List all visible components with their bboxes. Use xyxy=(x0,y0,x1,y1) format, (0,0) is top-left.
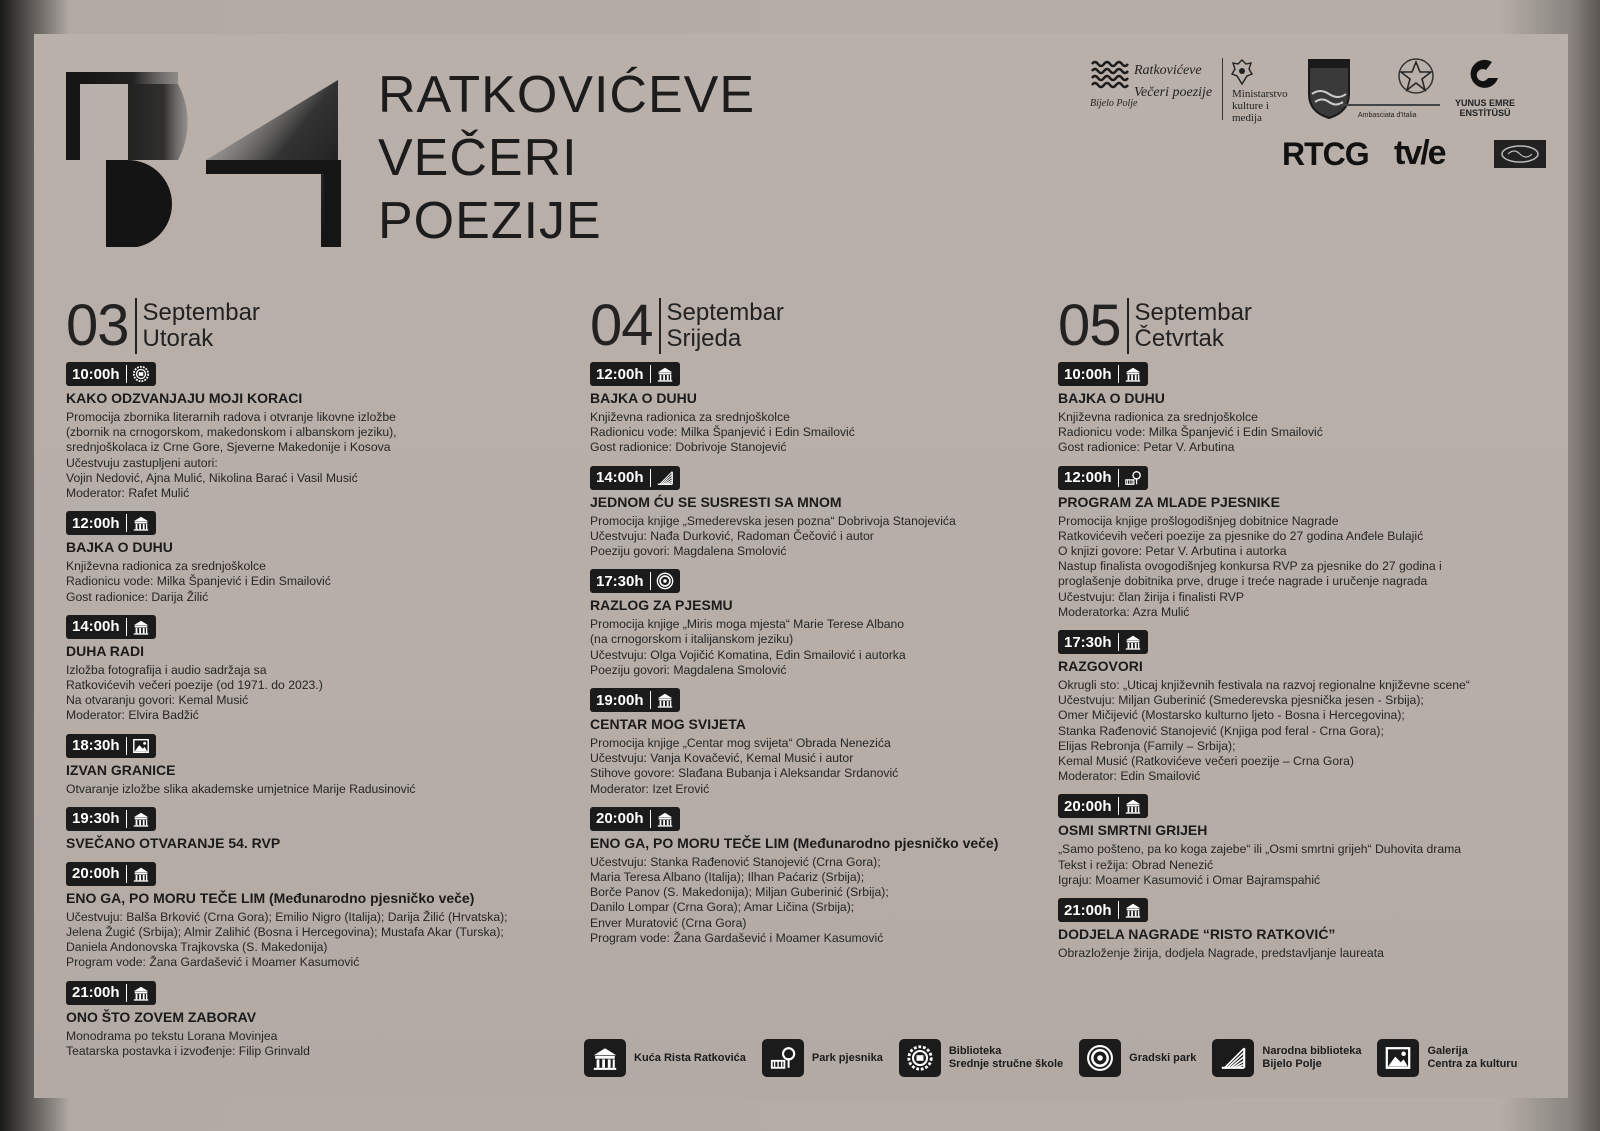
legend-item xyxy=(1377,1039,1517,1077)
tag-divider xyxy=(126,984,127,1002)
legend-label-line: Narodna biblioteka xyxy=(1262,1045,1362,1057)
event-description-line: Učestvuju: Stanka Rađenović Stanojević (Crna Gora); xyxy=(590,854,881,869)
event-time-tag xyxy=(66,807,156,831)
event-title: DODJELA NAGRADE “RISTO RATKOVIĆ” xyxy=(1058,926,1336,943)
event-description-line: Na otvaranju govori: Kemal Musić xyxy=(66,693,249,708)
legend-label-line: Centra za kulturu xyxy=(1427,1058,1518,1070)
event-description-line: Otvaranje izložbe slika akademske umjetnice Marije Radusinović xyxy=(66,781,416,796)
event-description xyxy=(1058,514,1548,620)
event-title: RAZGOVORI xyxy=(1058,658,1143,675)
event-description-line: Učestvuju: Nađa Durković, Radoman Čečović i autor xyxy=(590,528,874,543)
event-description xyxy=(66,782,536,797)
day-column-03 xyxy=(66,293,536,1069)
day-number: 05 xyxy=(1058,293,1121,358)
event-time: 17:30h xyxy=(1064,633,1112,651)
house-icon xyxy=(132,514,150,532)
tag-divider xyxy=(1118,901,1119,919)
event xyxy=(66,511,536,605)
event-description-line: Promocija knjige „Miris moga mjesta“ Marie Terese Albano xyxy=(590,617,905,632)
tag-divider xyxy=(1118,633,1119,651)
event-description xyxy=(1058,678,1548,784)
event-description-line: Danilo Lompar (Crna Gora); Amar Ličina (Srbija); xyxy=(590,900,855,915)
house-icon xyxy=(656,365,674,383)
festival-title xyxy=(378,64,755,253)
event-time: 21:00h xyxy=(72,984,120,1002)
event-time-tag xyxy=(590,362,680,386)
title-line-2: VEČERI xyxy=(378,129,578,187)
event-time: 19:00h xyxy=(596,691,644,709)
event-time-tag xyxy=(66,511,156,535)
house-icon xyxy=(132,618,150,636)
event-time-tag xyxy=(1058,466,1148,490)
rvp-logo-text: Ratkovićeve Večeri poezije xyxy=(1134,63,1213,100)
event xyxy=(1058,794,1548,888)
event-time: 14:00h xyxy=(596,469,644,487)
rvp-logo-icon xyxy=(1090,58,1130,94)
legend-item xyxy=(1212,1039,1361,1077)
event-time: 10:00h xyxy=(1064,365,1112,383)
day-number: 04 xyxy=(590,293,653,358)
event-description-line: Radionicu vode: Milka Španjević i Edin Smailović xyxy=(1058,425,1323,440)
biblioteka-icon xyxy=(132,365,150,383)
ministry-name: Ministarstvo kulture i medija xyxy=(1232,88,1288,124)
day-month: Septembar xyxy=(666,299,784,326)
event-title: RAZLOG ZA PJESMU xyxy=(590,597,733,614)
event-time-tag xyxy=(66,615,156,639)
event-time-tag xyxy=(66,734,156,758)
event-description-line: Radionicu vode: Milka Španjević i Edin Smailović xyxy=(590,425,855,440)
event-time: 21:00h xyxy=(1064,901,1112,919)
event xyxy=(1058,466,1548,620)
day-weekday: Utorak xyxy=(142,325,214,352)
tree-icon xyxy=(1124,469,1142,487)
event-description-line: Učestvuju: Vanja Kovačević, Kemal Musić i autor xyxy=(590,751,854,766)
sponsor-divider xyxy=(1222,58,1223,120)
event-description-line: Učestvuju: Miljan Guberinić (Smederevska pjesnička jesen - Srbija); xyxy=(1058,693,1424,708)
event-time-tag xyxy=(590,569,680,593)
event-description-line: Književna radionica za srednjoškolce xyxy=(1058,410,1258,424)
day-number: 03 xyxy=(66,293,129,358)
event-description-line: Vojin Nedović, Ajna Mulić, Nikolina Barać i Vasil Musić xyxy=(66,470,358,485)
event-time: 14:00h xyxy=(72,618,120,636)
event-description-line: Promocija knjige „Smederevska jesen pozna“ Dobrivoja Stanojevića xyxy=(590,513,956,528)
tag-divider xyxy=(1118,797,1119,815)
event xyxy=(590,362,1030,456)
library-icon xyxy=(1212,1039,1254,1077)
event xyxy=(66,981,536,1059)
event-time-tag xyxy=(590,807,680,831)
event-title: BAJKA O DUHU xyxy=(590,390,697,406)
tag-divider xyxy=(126,810,127,828)
event-title: BAJKA O DUHU xyxy=(1058,390,1165,406)
house-icon xyxy=(132,865,150,883)
event-time: 20:00h xyxy=(1064,797,1112,815)
legend-label-line: Biblioteka xyxy=(948,1045,1002,1057)
event-description-line: Učestvuju zastupljeni autori: xyxy=(66,455,218,470)
day-labels xyxy=(667,300,784,352)
event-time: 12:00h xyxy=(72,514,120,532)
event-description-line: Omer Mičijević (Mostarsko kulturno ljeto - Bosna i Hercegovina); xyxy=(1058,708,1405,723)
house-icon xyxy=(132,984,150,1002)
event-description xyxy=(66,559,536,605)
event-title: BAJKA O DUHU xyxy=(66,539,173,556)
legend-label xyxy=(634,1052,746,1065)
legend-item xyxy=(584,1039,746,1077)
event-time: 12:00h xyxy=(596,365,644,383)
embassy-line xyxy=(1340,104,1440,106)
rvp-city: Bijelo Polje xyxy=(1090,98,1138,109)
event-description-line: Obrazloženje žirija, dodjela Nagrade, predstavljanje laureata xyxy=(1058,946,1384,961)
event xyxy=(66,734,536,797)
title-line-1: RATKOVIĆEVE xyxy=(378,66,756,124)
event-time-tag xyxy=(66,362,156,386)
park-icon xyxy=(656,572,674,590)
legend-label-line: Kuća Rista Ratkovića xyxy=(634,1051,746,1064)
event-time-tag xyxy=(66,981,156,1005)
event xyxy=(66,862,536,971)
event-time: 20:00h xyxy=(596,810,644,828)
event-time-tag xyxy=(66,862,156,886)
yunus-emre-logo-icon xyxy=(1464,56,1504,96)
event-description-line: Okrugli sto: „Uticaj književnih festivala na razvoj regionalne književne scene“ xyxy=(1058,678,1470,693)
legend-item xyxy=(1079,1039,1196,1077)
event-description-line: „Samo pošteno, pa ko koga zajebe“ ili „Osmi smrtni grijeh“ Duhovita drama xyxy=(1058,842,1462,857)
day-header xyxy=(1058,293,1548,358)
event-time: 12:00h xyxy=(1064,469,1112,487)
legend-label-line: Gradski park xyxy=(1129,1051,1197,1064)
legend-label xyxy=(1427,1045,1517,1071)
tag-divider xyxy=(126,737,127,755)
event xyxy=(66,807,536,852)
event-description xyxy=(1058,842,1548,888)
legend-label-line: Bijelo Polje xyxy=(1262,1058,1322,1070)
event-title: JEDNOM ĆU SE SUSRESTI SA MNOM xyxy=(590,493,842,510)
event-description-line: Učestvuju: Olga Vojičić Komatina, Edin Smailović i autorka xyxy=(590,647,906,662)
day-divider xyxy=(659,298,661,354)
event-description xyxy=(66,1029,536,1059)
event-description-line: Učestvuju: Balša Brković (Crna Gora); Emilio Nigro (Italija); Darija Žilić (Hrvatska); xyxy=(66,909,508,924)
event-description-line: Moderator: Izet Erović xyxy=(590,781,710,796)
tag-divider xyxy=(650,810,651,828)
event-description-line: Promocija zbornika literarnih radova i otvranje likovne izložbe xyxy=(66,410,396,424)
legend-label xyxy=(1129,1052,1196,1065)
festival-54-logo xyxy=(66,72,341,247)
title-line-3: POEZIJE xyxy=(378,192,602,250)
event-description-line: Program vode: Žana Gardašević i Moamer Kasumović xyxy=(590,930,884,945)
tag-divider xyxy=(650,572,651,590)
event-time-tag xyxy=(1058,898,1148,922)
event-description-line: Teatarska postavka i izvođenje: Filip Grinvald xyxy=(66,1043,310,1058)
event-description-line: Nastup finalista ovogodišnjeg konkursa RVP za pjesnike do 27 godina i xyxy=(1058,559,1442,574)
event-description xyxy=(66,663,536,724)
sponsor-logos xyxy=(1090,54,1550,184)
day-header xyxy=(66,293,536,358)
tag-divider xyxy=(126,618,127,636)
tag-divider xyxy=(126,865,127,883)
legend-label xyxy=(1262,1045,1361,1071)
event-description-line: Moderator: Elvira Badžić xyxy=(66,708,199,723)
event xyxy=(590,688,1030,797)
event-time-tag xyxy=(1058,362,1148,386)
event-time: 18:30h xyxy=(72,737,120,755)
event-description xyxy=(66,910,536,971)
house-icon xyxy=(132,810,150,828)
tag-divider xyxy=(650,691,651,709)
event-description-line: proglašenje dobitnika prve, druge i treće nagrade i uručenje nagrada xyxy=(1058,574,1428,589)
montenegro-crest-icon xyxy=(1230,58,1254,86)
event-description-line: Promocija knjige prošlogodišnjeg dobitnice Nagrade xyxy=(1058,513,1339,528)
tag-divider xyxy=(126,514,127,532)
tree-icon xyxy=(762,1039,804,1077)
biblioteka-icon xyxy=(899,1039,941,1077)
event-description-line: Ratkovićevih večeri poezije za pjesnike do 27 godina Anđele Bulajić xyxy=(1058,528,1424,543)
event-description-line: Gost radionice: Dobrivoje Stanojević xyxy=(590,440,787,455)
day-labels xyxy=(143,300,260,352)
house-icon xyxy=(656,810,674,828)
park-icon xyxy=(1079,1039,1121,1077)
event-title: ENO GA, PO MORU TEČE LIM (Međunarodno pjesničko veče) xyxy=(66,889,475,906)
tag-divider xyxy=(1118,469,1119,487)
house-icon xyxy=(1124,797,1142,815)
event-title: CENTAR MOG SVIJETA xyxy=(590,716,746,733)
event-description xyxy=(590,736,1030,797)
day-header xyxy=(590,293,1030,358)
event-description-line: Igraju: Moamer Kasumović i Omar Bajramspahić xyxy=(1058,872,1321,887)
italy-emblem-icon xyxy=(1396,56,1436,96)
event-description-line: Daniela Andonovska Trajkovska (S. Makedonija) xyxy=(66,940,328,955)
event-description-line: Stanka Rađenović Stanojević (Knjiga pod feral - Crna Gora); xyxy=(1058,723,1384,738)
event-description-line: Maria Teresa Albano (Italija); Ilhan Paćariz (Srbija); xyxy=(590,870,865,885)
event-time: 20:00h xyxy=(72,865,120,883)
embassy-name: Ambasciata d'Italia xyxy=(1358,112,1417,119)
house-icon xyxy=(1124,365,1142,383)
house-icon xyxy=(656,691,674,709)
event-description-line: Jelena Žugić (Srbija); Almir Zalihić (Bosna i Hercegovina); Mustafa Akar (Turska); xyxy=(66,925,504,940)
tag-divider xyxy=(1118,365,1119,383)
library-icon xyxy=(656,469,674,487)
day-weekday: Srijeda xyxy=(666,325,742,352)
house-icon xyxy=(1124,901,1142,919)
event-description xyxy=(590,855,1030,946)
event-description-line: (zbornik na crnogorskom, makedonskom i albanskom jeziku), xyxy=(66,425,397,440)
event-description-line: Kemal Musić (Ratkovićeve večeri poezije – Crna Gora) xyxy=(1058,754,1354,769)
event-time: 19:30h xyxy=(72,810,120,828)
house-icon xyxy=(584,1039,626,1077)
event-description-line: Poeziju govori: Magdalena Smolović xyxy=(590,662,787,677)
venue-legend xyxy=(584,1034,1554,1082)
rtcg-logo: RTCG xyxy=(1282,136,1369,172)
legend-item xyxy=(762,1039,883,1077)
tag-divider xyxy=(650,365,651,383)
event xyxy=(66,362,536,501)
event-time-tag xyxy=(590,688,680,712)
event-title: DUHA RADI xyxy=(66,642,145,659)
event-description-line: O knjizi govore: Petar V. Arbutina i autorka xyxy=(1058,544,1287,559)
event xyxy=(1058,630,1548,784)
event-description-line: Ratkovićevih večeri poezije (od 1971. do 2023.) xyxy=(66,678,323,693)
day-column-05 xyxy=(1058,293,1548,971)
event xyxy=(590,569,1030,678)
event-description-line: Gost radionice: Darija Žilić xyxy=(66,589,209,604)
event-title: SVEČANO OTVARANJE 54. RVP xyxy=(66,834,281,851)
day-weekday: Četvrtak xyxy=(1134,325,1224,352)
legend-label xyxy=(812,1052,883,1065)
day-labels xyxy=(1135,300,1252,352)
event xyxy=(66,615,536,724)
event-description xyxy=(590,410,1030,456)
picture-icon xyxy=(132,737,150,755)
legend-label-line: Galerija xyxy=(1427,1045,1468,1057)
event-description-line: Poeziju govori: Magdalena Smolović xyxy=(590,544,787,559)
event-title: IZVAN GRANICE xyxy=(66,761,176,778)
event-time: 17:30h xyxy=(596,572,644,590)
day-column-04 xyxy=(590,293,1030,956)
tve-logo: tv/e xyxy=(1394,134,1445,172)
event-description-line: Izložba fotografija i audio sadržaja sa xyxy=(66,662,267,677)
event-title: OSMI SMRTNI GRIJEH xyxy=(1058,822,1208,839)
event-title: PROGRAM ZA MLADE PJESNIKE xyxy=(1058,493,1280,510)
event-description-line: Enver Muratović (Crna Gora) xyxy=(590,915,747,930)
event-title: KAKO ODZVANJAJU MOJI KORACI xyxy=(66,390,303,406)
day-divider xyxy=(1127,298,1129,354)
event-description-line: Program vode: Žana Gardašević i Moamer Kasumović xyxy=(66,955,360,970)
legend-label xyxy=(949,1045,1063,1071)
legend-label-line: Park pjesnika xyxy=(811,1051,883,1064)
legend-label-line: Srednje stručne škole xyxy=(948,1058,1064,1070)
day-month: Septembar xyxy=(1134,299,1252,326)
event-description-line: srednjoškolaca iz Crne Gore, Sjeverne Makedonije i Kosova xyxy=(66,440,391,455)
bijelo-polje-coat-icon xyxy=(1306,54,1352,120)
event-description-line: Književna radionica za srednjoškolce xyxy=(590,410,790,424)
event-description xyxy=(66,410,536,501)
event-description-line: Stihove govore: Slađana Bubanja i Aleksandar Srdanović xyxy=(590,766,899,781)
event-description-line: Promocija knjige „Centar mog svijeta“ Obrada Nenezića xyxy=(590,736,891,751)
day-month: Septembar xyxy=(142,299,260,326)
event-description-line: Moderator: Edin Smailović xyxy=(1058,769,1201,784)
event-description xyxy=(590,617,1030,678)
event-description-line: Monodrama po tekstu Lorana Movinjea xyxy=(66,1028,278,1043)
event-description-line: Gost radionice: Petar V. Arbutina xyxy=(1058,440,1235,455)
partner-badge-icon xyxy=(1494,140,1546,168)
yunus-emre-name: YUNUS EMRE ENSTİTÜSÜ xyxy=(1454,98,1515,118)
event xyxy=(590,466,1030,560)
tag-divider xyxy=(650,469,651,487)
house-icon xyxy=(1124,633,1142,651)
event-time-tag xyxy=(1058,794,1148,818)
event-title: ONO ŠTO ZOVEM ZABORAV xyxy=(66,1008,257,1025)
event-description-line: Radionicu vode: Milka Španjević i Edin Smailović xyxy=(66,574,331,589)
event-description-line: (na crnogorskom i italijanskom jeziku) xyxy=(590,632,794,647)
event-description-line: Moderatorka: Azra Mulić xyxy=(1058,604,1190,619)
event-description xyxy=(590,514,1030,560)
day-divider xyxy=(135,298,137,354)
event-time-tag xyxy=(1058,630,1148,654)
event-description-line: Elijas Rebronja (Family – Srbija); xyxy=(1058,738,1236,753)
event-description-line: Učestvuju: član žirija i finalisti RVP xyxy=(1058,589,1245,604)
event-description-line: Borče Panov (S. Makedonija); Miljan Guberinić (Srbija); xyxy=(590,885,889,900)
event-description-line: Tekst i režija: Obrad Nenezić xyxy=(1058,857,1214,872)
event-title: ENO GA, PO MORU TEČE LIM (Međunarodno pjesničko veče) xyxy=(590,834,999,851)
event xyxy=(1058,898,1548,961)
event xyxy=(590,807,1030,946)
event-description xyxy=(1058,410,1548,456)
event-time: 10:00h xyxy=(72,365,120,383)
event-description xyxy=(1058,946,1548,961)
event-time-tag xyxy=(590,466,680,490)
event xyxy=(1058,362,1548,456)
picture-icon xyxy=(1377,1039,1419,1077)
tag-divider xyxy=(126,365,127,383)
event-description-line: Moderator: Rafet Mulić xyxy=(66,486,190,501)
legend-item xyxy=(899,1039,1063,1077)
event-description-line: Književna radionica za srednjoškolce xyxy=(66,559,266,574)
